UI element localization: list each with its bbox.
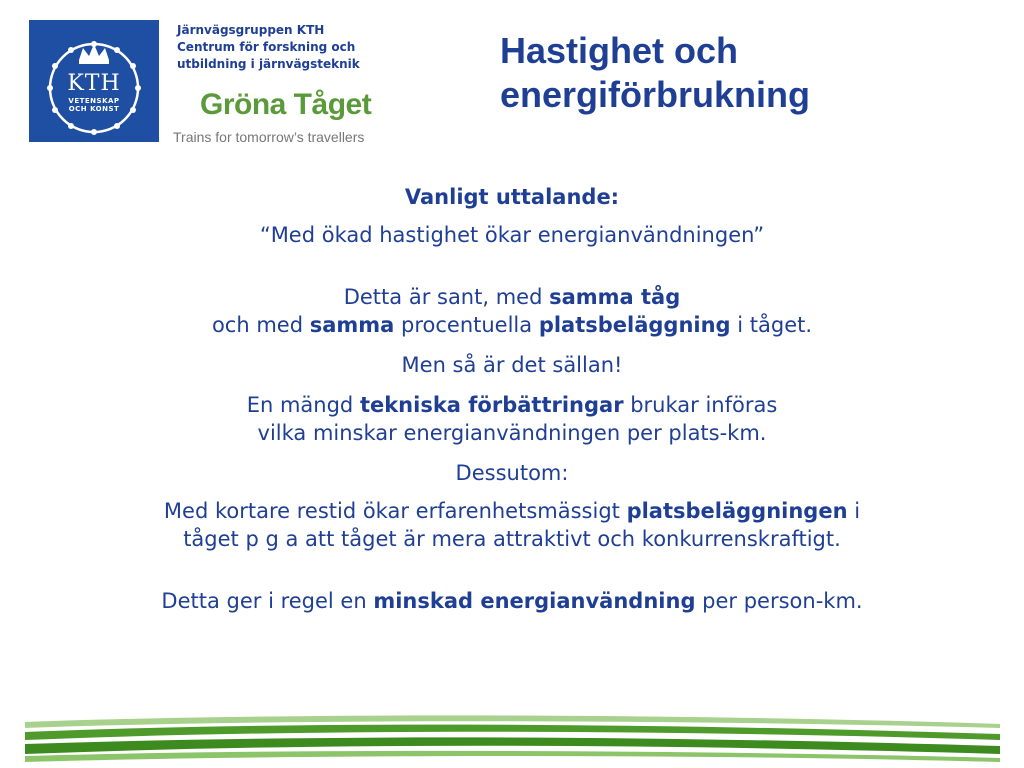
bold-run: tekniska förbättringar [359,393,624,417]
text-run: brukar införas [623,393,778,417]
brand-tagline: Trains for tomorrow’s travellers [173,129,365,145]
kth-logo-subtext-2: OCH KONST [68,105,120,113]
body-paragraph-4: Dessutom: [455,461,569,485]
org-line: Järnvägsgruppen KTH [177,23,325,37]
text-run: och med [211,313,310,337]
organization-name [177,22,360,73]
text-run: En mängd [246,393,360,417]
text-run: i tåget. [730,313,813,337]
body-paragraph-2: Men så är det sällan! [401,353,623,377]
body-paragraph-5 [20,497,1004,553]
body-subheading: Vanligt uttalande: [404,185,620,209]
bold-run: samma [309,313,395,337]
title-line: energiförbrukning [500,74,811,115]
text-run: vilka minskar energianvändningen per plats-km. [257,421,767,445]
kth-logo-text: KTH [67,71,121,96]
text-run: i [847,499,861,523]
bold-run: minskad energianvändning [373,589,696,613]
crown-icon [79,44,109,64]
title-line: Hastighet och [500,30,739,71]
slide-title [500,29,810,117]
green-swoosh-decoration [0,712,1024,768]
text-run: tåget p g a att tåget är mera attraktivt och konkurrenskraftigt. [183,527,841,551]
body-paragraph-3 [20,391,1004,447]
grona-taget-logo: Gröna Tåget [200,88,372,121]
bold-run: samma tåg [549,285,681,309]
kth-logo-subtext-1: VETENSKAP [68,97,120,105]
bold-run: platsbeläggning [538,313,731,337]
body-paragraph-1 [20,283,1004,339]
body-paragraph-6 [20,587,1004,615]
kth-logo [29,20,159,142]
text-run: Med kortare restid ökar erfarenhetsmässigt [163,499,627,523]
body-quote: “Med ökad hastighet ökar energianvändningen” [259,223,765,247]
org-line: utbildning i järnvägsteknik [177,57,360,71]
text-run: Detta är sant, med [343,285,550,309]
bold-run: platsbeläggningen [626,499,848,523]
text-run: per person-km. [695,589,863,613]
text-run: procentuella [394,313,539,337]
org-line: Centrum för forskning och [177,40,356,54]
slide-body [20,183,1004,615]
text-run: Detta ger i regel en [161,589,374,613]
